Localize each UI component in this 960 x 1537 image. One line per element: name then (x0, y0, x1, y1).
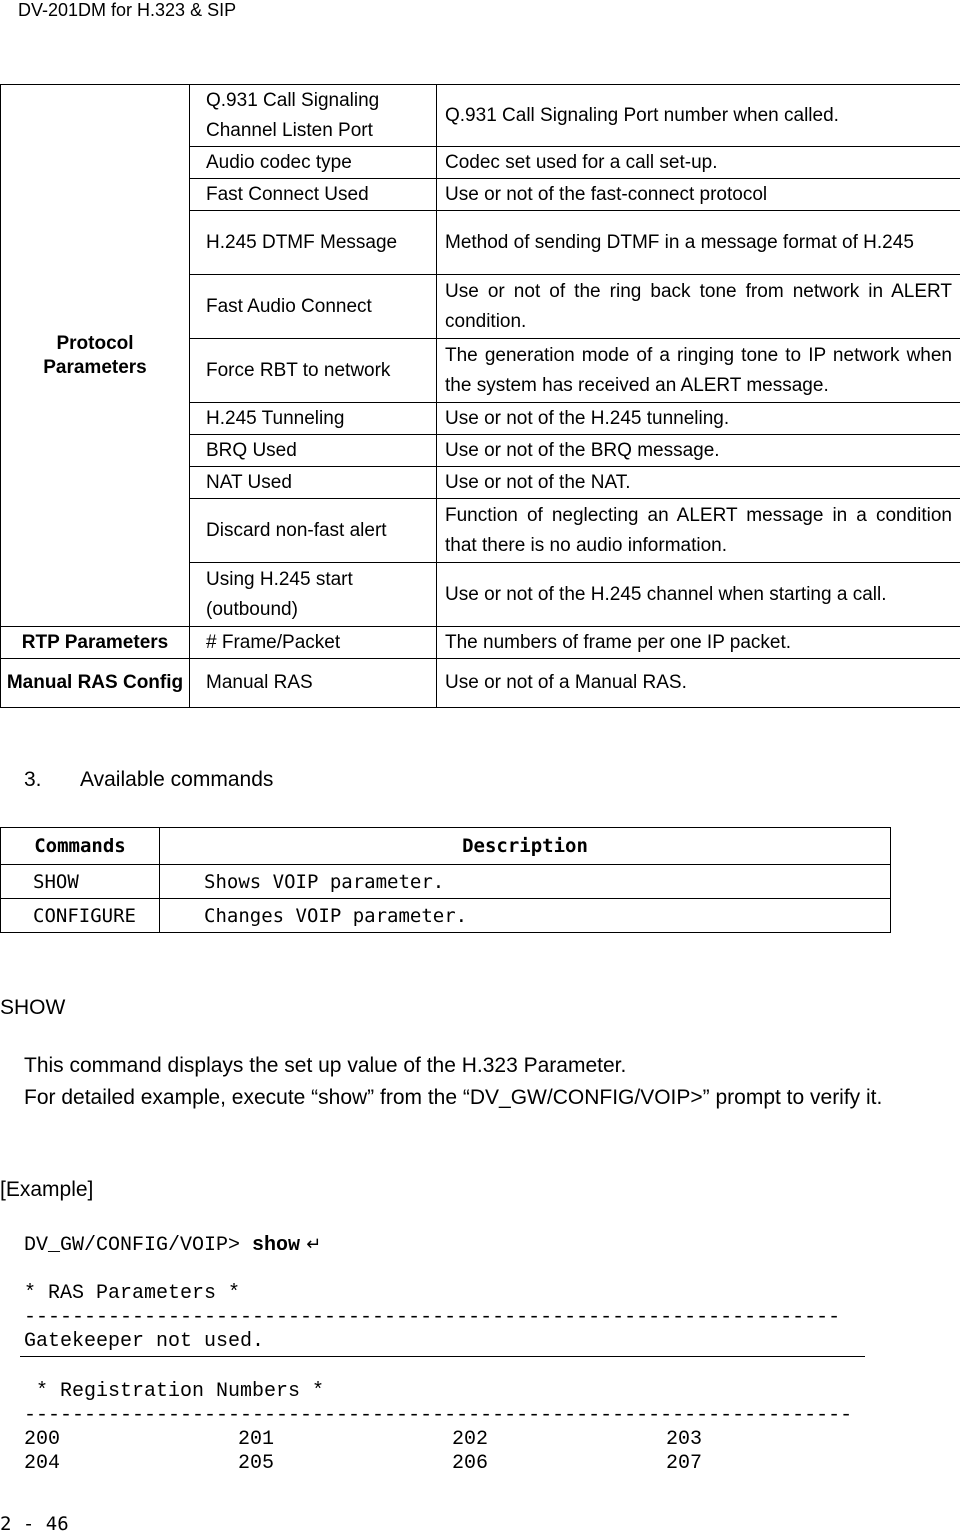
param-desc: Method of sending DTMF in a message format of H.245 (437, 211, 960, 275)
registration-number: 202 (452, 1428, 489, 1451)
registration-number: 204 (24, 1452, 61, 1475)
description-line: For detailed example, execute “show” from the “DV_GW/CONFIG/VOIP>” prompt to verify it. (24, 1086, 883, 1109)
column-header: Commands (1, 828, 160, 865)
show-title: SHOW (0, 996, 66, 1019)
section-title: Available commands (80, 768, 274, 791)
param-name: BRQ Used (190, 435, 437, 467)
command-name: SHOW (1, 865, 160, 899)
registration-number: 200 (24, 1428, 61, 1451)
command-name: CONFIGURE (1, 899, 160, 933)
example-label: [Example] (0, 1178, 94, 1201)
commands-table (0, 827, 891, 933)
param-desc: Q.931 Call Signaling Port number when called. (437, 85, 960, 147)
param-desc: Use or not of the H.245 tunneling. (437, 403, 960, 435)
param-desc: Use or not of the BRQ message. (437, 435, 960, 467)
table-row (1, 899, 891, 933)
registration-number: 206 (452, 1452, 489, 1475)
param-desc: Use or not of a Manual RAS. (437, 659, 960, 708)
terminal-prompt: DV_GW/CONFIG/VOIP> (24, 1234, 253, 1257)
param-desc: Codec set used for a call set-up. (437, 147, 960, 179)
terminal-prompt-line (24, 1234, 321, 1257)
parameter-table (0, 84, 960, 708)
param-name: Discard non-fast alert (190, 499, 437, 563)
terminal-command: show (252, 1234, 301, 1257)
dash-line: --------------------------------------------------------------------- (24, 1404, 853, 1427)
param-name: NAT Used (190, 467, 437, 499)
section-heading (24, 768, 273, 792)
divider (20, 1356, 865, 1357)
group-protocol-parameters: Protocol Parameters (1, 85, 190, 627)
registration-number: 205 (238, 1452, 275, 1475)
param-name: Using H.245 start (outbound) (190, 563, 437, 627)
table-row (1, 659, 960, 708)
registration-number: 203 (666, 1428, 703, 1451)
table-row (1, 627, 960, 659)
param-name: Manual RAS (190, 659, 437, 708)
registration-heading: * Registration Numbers * (24, 1380, 325, 1403)
registration-number: 207 (666, 1452, 703, 1475)
param-name: H.245 DTMF Message (190, 211, 437, 275)
param-desc: The numbers of frame per one IP packet. (437, 627, 960, 659)
param-name: Audio codec type (190, 147, 437, 179)
enter-key-icon: ↵ (306, 1234, 322, 1255)
param-desc: Use or not of the ring back tone from network in ALERT condition. (437, 275, 960, 339)
param-name: Force RBT to network (190, 339, 437, 403)
param-name: Q.931 Call Signaling Channel Listen Port (190, 85, 437, 147)
group-rtp-parameters: RTP Parameters (1, 627, 190, 659)
section-number: 3. (24, 768, 42, 791)
table-header-row (1, 828, 891, 865)
registration-number: 201 (238, 1428, 275, 1451)
param-name: Fast Connect Used (190, 179, 437, 211)
dash-line: -------------------------------------------------------------------- (24, 1306, 841, 1329)
param-desc: The generation mode of a ringing tone to IP network when the system has received an ALERT message. (437, 339, 960, 403)
param-desc: Use or not of the NAT. (437, 467, 960, 499)
table-row (1, 865, 891, 899)
show-description (24, 1050, 904, 1114)
description-line: This command displays the set up value of the H.323 Parameter. (24, 1054, 627, 1077)
command-description: Changes VOIP parameter. (160, 899, 891, 933)
page-number: 2 - 46 (0, 1513, 69, 1535)
param-desc: Function of neglecting an ALERT message in a condition that there is no audio information. (437, 499, 960, 563)
document-header: DV-201DM for H.323 & SIP (18, 0, 237, 20)
param-name: # Frame/Packet (190, 627, 437, 659)
param-name: Fast Audio Connect (190, 275, 437, 339)
table-row (1, 85, 960, 147)
command-description: Shows VOIP parameter. (160, 865, 891, 899)
group-manual-ras-config: Manual RAS Config (1, 659, 190, 708)
ras-heading: * RAS Parameters * (24, 1282, 241, 1305)
param-desc: Use or not of the fast-connect protocol (437, 179, 960, 211)
param-name: H.245 Tunneling (190, 403, 437, 435)
column-header: Description (160, 828, 891, 865)
param-desc: Use or not of the H.245 channel when starting a call. (437, 563, 960, 627)
gatekeeper-status: Gatekeeper not used. (24, 1330, 265, 1353)
